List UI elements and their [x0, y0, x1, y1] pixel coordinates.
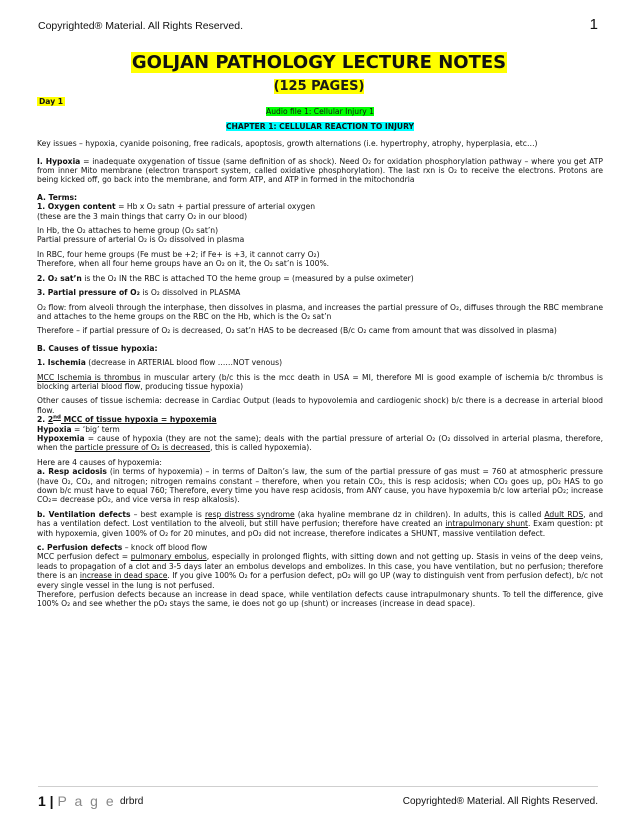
- hypoxemia-def: [37, 434, 603, 453]
- hypoxia-def-label: Hypoxia: [37, 424, 72, 434]
- ventilation-text3: , and has a ventilation defect. Lost ventilation to the alveoli, but still have perfusion; therefore have created an: [37, 509, 603, 529]
- o2-sat-term: [37, 274, 603, 283]
- partial-pressure-label: 3. Partial pressure of O₂: [37, 288, 140, 298]
- ischemia-text: (decrease in ARTERIAL blood flow ……NOT venous): [85, 358, 283, 368]
- footer-page: [38, 793, 116, 809]
- resp-acidosis-text: (in terms of hypoxemia) – in terms of Dalton’s law, the sum of the partial pressure of gas must = 760 at atmospheric pressure (have O₂, CO₂, and nitrogen; nitrogen remains constant – therefore, when you retain CO₂, this is resp acidosis; when CO₂ goes up, pO₂ HAS to go down b/c must have to equal 760; Therefore, every time you have resp acidosis, from ANY cause, you have hypoxemia b/c low arterial pO₂; increase CO₂= decrease pO₂, and vice versa in resp alkalosis).: [37, 467, 603, 505]
- page-footer: [38, 790, 598, 810]
- perfusion-p1-text3: . If you give 100% O₂ for a perfusion defect, pO₂ will go UP (way to distinguish vent from perfusion defect), b/c not every single vessel in the lung is not perfused.: [37, 571, 603, 590]
- partial-pressure-term: [37, 288, 603, 297]
- ventilation-underlined1: resp distress syndrome: [204, 509, 295, 519]
- second-mcc-ordinal: 2: [47, 415, 54, 425]
- footer-rule: [38, 786, 598, 787]
- hb-line2: Partial pressure of arterial O₂ is O₂ dissolved in plasma: [37, 235, 245, 245]
- hypoxemia-def-underlined: particle pressure of O₂ is decreased: [74, 443, 211, 453]
- oxygen-content-label: 1. Oxygen content: [37, 202, 116, 212]
- key-issues: Key issues – hypoxia, cyanide poisoning, free radicals, apoptosis, growth alternations (i.e. hypertrophy, atrophy, hyperplasia, etc…): [37, 139, 538, 149]
- chapter-heading: CHAPTER 1: CELLULAR REACTION TO INJURY: [225, 121, 415, 131]
- rbc-line1: In RBC, four heme groups (Fe must be +2; if Fe+ is +3, it cannot carry O₂): [37, 249, 320, 259]
- ventilation-underlined2: Adult RDS: [544, 509, 584, 519]
- second-mcc-number: 2.: [37, 415, 48, 425]
- footer-author: drbrd: [120, 796, 144, 807]
- audio-file-label: Audio file 1: Cellular Injury 1: [266, 107, 374, 117]
- ventilation-text4: . Exam question: pt with hypoxemia, given 100% of O₂ for 20 minutes, and pO₂ did not increase, therefore indicates a SHUNT, massive ventilation defect.: [37, 519, 603, 538]
- hypoxia-def: [37, 425, 603, 434]
- o2-flow: O₂ flow: from alveoli through the interphase, then dissolves in plasma, and increases the partial pressure of O₂, diffuses through the RBC membrane and attaches to the heme groups on the RBC on the Hb, which is the O₂ sat’n: [37, 302, 603, 321]
- terms-heading: A. Terms:: [37, 192, 78, 202]
- oxygen-note: (these are the 3 main things that carry O₂ in our blood): [37, 211, 248, 221]
- o2-sat-text: is the O₂ IN the RBC is attached TO the heme group = (measured by a pulse oximeter): [81, 273, 414, 283]
- oxygen-content: [37, 202, 603, 211]
- ischemia-label: 1. Ischemia: [37, 358, 86, 368]
- ventilation-label: b. Ventilation defects: [37, 509, 131, 519]
- header-copyright: Copyrighted® Material. All Rights Reserved.: [38, 20, 243, 32]
- second-mcc-sup: nd: [53, 414, 61, 421]
- hypoxia-paragraph: [37, 157, 603, 185]
- hypoxemia-def-text2: , this is called hypoxemia).: [210, 443, 312, 453]
- hypoxia-def-text: = ‘big’ term: [71, 424, 120, 434]
- mcc-ischemia-text: in muscular artery (b/c this is the mcc death in USA = MI, therefore MI is good example of ischemia b/c thrombus is blocking arterial blood flow, producing tissue hypoxia): [37, 372, 603, 391]
- other-causes: Other causes of tissue ischemia: decrease in Cardiac Output (leads to hypovolemia and cardiogenic shock) b/c there is a decrease in arterial blood flow.: [37, 396, 603, 415]
- therefore-note: Therefore – if partial pressure of O₂ is decreased, O₂ sat’n HAS to be decreased (B/c O₂ came from amount that was dissolved in plasma): [37, 326, 557, 336]
- ventilation-defects: [37, 510, 603, 538]
- ventilation-text2: (aka hyaline membrane dz in children). In adults, this is called: [294, 509, 545, 519]
- rbc-line2: Therefore, when all four heme groups have an O₂ on it, the O₂ sat’n is 100%.: [37, 259, 330, 269]
- hypoxemia-def-text1: = cause of hypoxia (they are not the same); deals with the partial pressure of arterial O₂ (O₂ dissolved in arterial plasma, therefore, when the: [37, 433, 603, 453]
- footer-page-number: 1: [38, 793, 46, 809]
- day-label: Day 1: [39, 97, 64, 106]
- resp-acidosis-label: a. Resp acidosis: [37, 467, 107, 477]
- perfusion-defects: [37, 543, 603, 552]
- four-causes-intro: Here are 4 causes of hypoxemia:: [37, 457, 162, 467]
- second-mcc-heading: [37, 415, 603, 424]
- document-title: [0, 52, 638, 94]
- perfusion-p1-underlined1: pulmonary embolus: [130, 552, 207, 562]
- perfusion-p1-underlined2: increase in dead space: [79, 571, 168, 581]
- hypoxia-label: I. Hypoxia: [37, 156, 81, 166]
- header-page-number: 1: [589, 16, 598, 33]
- perfusion-p1-text2: , especially in prolonged flights, with sitting down and not getting up. Stasis in veins of the deep veins, leads to propagation of a clot and 3-5 days later an embolus develops and embolizes. In this case, you have ventilation, but no perfusion; therefore there is an: [37, 552, 603, 581]
- footer-copyright: Copyrighted® Material. All Rights Reserved.: [402, 796, 598, 807]
- second-mcc-title: MCC of tissue hypoxia = hypoxemia: [60, 415, 217, 425]
- perfusion-paragraph2: Therefore, perfusion defects because an increase in dead space, while ventilation defects cause intrapulmonary shunts. To tell the difference, give 100% O₂ and see whether the pO₂ stays the same, ie does not go up (shunt) or increases (increase in dead space).: [37, 590, 603, 609]
- perfusion-paragraph1: [37, 552, 603, 590]
- mcc-ischemia-underlined: MCC Ischemia is thrombus: [37, 372, 141, 382]
- title-line1: GOLJAN PATHOLOGY LECTURE NOTES: [131, 52, 507, 73]
- title-line2: (125 PAGES): [273, 79, 365, 94]
- perfusion-p1-text1: MCC perfusion defect =: [37, 552, 131, 562]
- ischemia-term: [37, 358, 603, 367]
- perfusion-text: – knock off blood flow: [122, 543, 208, 553]
- mcc-ischemia: [37, 373, 603, 392]
- ventilation-underlined3: intrapulmonary shunt: [445, 519, 529, 529]
- resp-acidosis: [37, 467, 603, 505]
- footer-page-word: P a g e: [57, 793, 116, 809]
- perfusion-label: c. Perfusion defects: [37, 543, 123, 553]
- document-body: [37, 97, 603, 609]
- oxygen-content-text: = Hb x O₂ satn + partial pressure of arterial oxygen: [115, 202, 316, 212]
- footer-separator: |: [45, 793, 58, 809]
- partial-pressure-text: is O₂ dissolved in PLASMA: [139, 288, 241, 298]
- hypoxia-text: = inadequate oxygenation of tissue (same definition of as shock). Need O₂ for oxidation phosphorylation pathway – where you get ATP from inner Mito membrane (electron transport system, called oxidative phosphorylation). The last rxn is O₂ to receive the electrons. Protons are being kicked off, go back into the membrane, and form ATP, and ATP in formed in the mitochondria: [37, 156, 603, 185]
- hypoxemia-def-label: Hypoxemia: [37, 433, 85, 443]
- hb-line1: In Hb, the O₂ attaches to heme group (O₂ sat’n): [37, 226, 219, 236]
- ventilation-text1: – best example is: [130, 509, 205, 519]
- page-header: [38, 16, 598, 36]
- o2-sat-label: 2. O₂ sat’n: [37, 273, 82, 283]
- causes-heading: B. Causes of tissue hypoxia:: [37, 343, 158, 353]
